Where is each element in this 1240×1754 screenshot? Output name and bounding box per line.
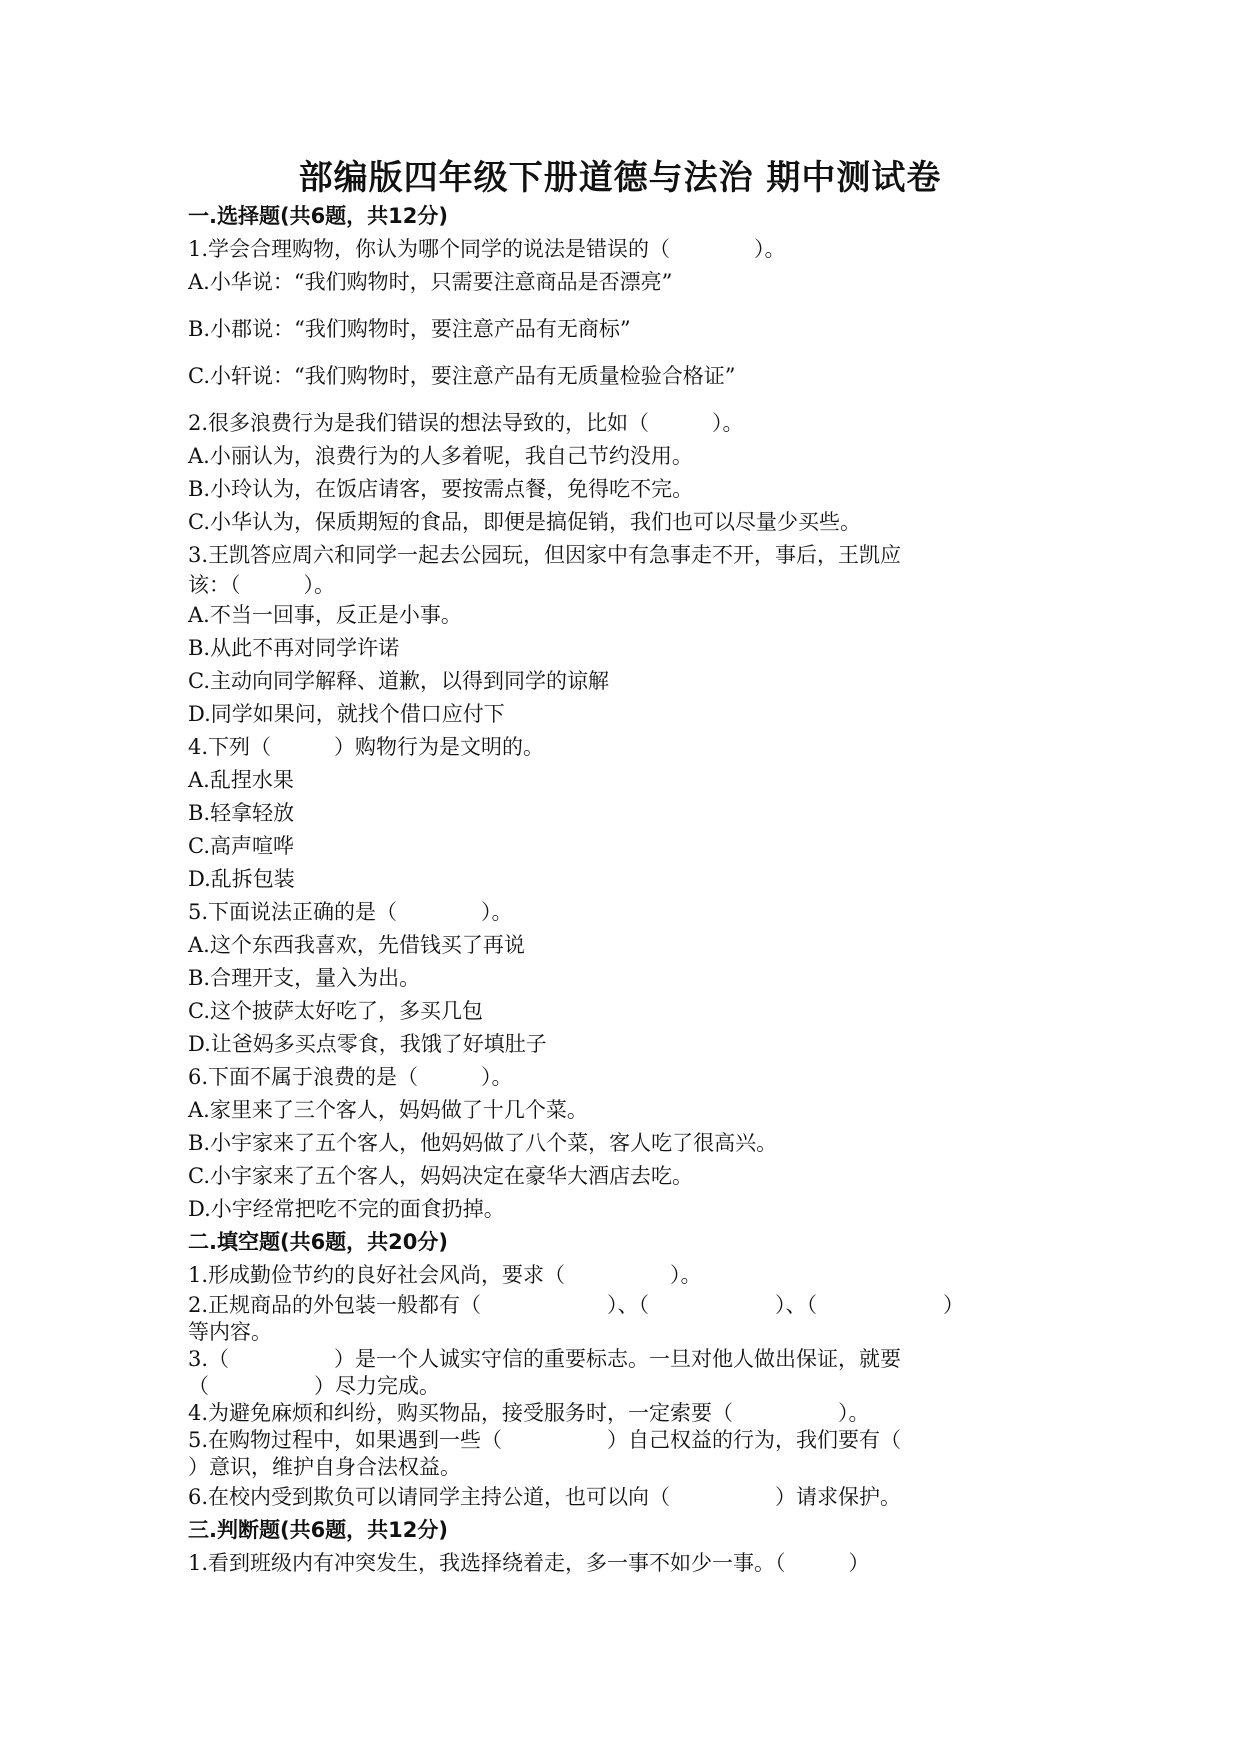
fill-question-5-line2: ）意识，维护自身合法权益。 bbox=[188, 1455, 461, 1479]
question-5-option-c: C.这个披萨太好吃了，多买几包 bbox=[188, 999, 483, 1023]
judge-question-1: 1.看到班级内有冲突发生，我选择绕着走，多一事不如少一事。（ ） bbox=[188, 1551, 870, 1575]
fill-question-3-line1: 3.（ ）是一个人诚实守信的重要标志。一旦对他人做出保证，就要 bbox=[188, 1347, 902, 1371]
fill-question-5-line1: 5.在购物过程中，如果遇到一些（ ）自己权益的行为，我们要有（ bbox=[188, 1428, 902, 1452]
fill-question-3-line2: （ ）尽力完成。 bbox=[188, 1374, 440, 1398]
question-3-stem-line1: 3.王凯答应周六和同学一起去公园玩，但因家中有急事走不开，事后，王凯应 bbox=[188, 543, 902, 567]
question-2-option-b: B.小玲认为，在饭店请客，要按需点餐，免得吃不完。 bbox=[188, 477, 694, 501]
fill-question-6: 6.在校内受到欺负可以请同学主持公道，也可以向（ ）请求保护。 bbox=[188, 1485, 902, 1509]
question-4-stem: 4.下列（ ）购物行为是文明的。 bbox=[188, 735, 545, 759]
question-2-stem: 2.很多浪费行为是我们错误的想法导致的，比如（ ）。 bbox=[188, 411, 744, 435]
question-1-option-c: C.小轩说：“我们购物时，要注意产品有无质量检验合格证” bbox=[188, 364, 736, 388]
section-heading-choice: 一.选择题(共6题，共12分) bbox=[188, 204, 449, 228]
fill-question-1: 1.形成勤俭节约的良好社会风尚，要求（ ）。 bbox=[188, 1263, 702, 1287]
exam-content bbox=[188, 200, 1058, 1580]
section-heading-judge: 三.判断题(共6题，共12分) bbox=[188, 1518, 449, 1542]
question-6-stem: 6.下面不属于浪费的是（ ）。 bbox=[188, 1065, 513, 1089]
question-6-option-b: B.小宇家来了五个客人，他妈妈做了八个菜，客人吃了很高兴。 bbox=[188, 1131, 778, 1155]
question-2-option-a: A.小丽认为，浪费行为的人多着呢，我自己节约没用。 bbox=[188, 444, 693, 468]
question-5-stem: 5.下面说法正确的是（ ）。 bbox=[188, 900, 513, 924]
question-1-stem: 1.学会合理购物，你认为哪个同学的说法是错误的（ ）。 bbox=[188, 237, 786, 261]
fill-question-2-line2: 等内容。 bbox=[188, 1320, 272, 1344]
question-4-option-b: B.轻拿轻放 bbox=[188, 801, 295, 825]
question-6-option-a: A.家里来了三个客人，妈妈做了十几个菜。 bbox=[188, 1098, 588, 1122]
question-3-option-a: A.不当一回事，反正是小事。 bbox=[188, 603, 462, 627]
question-3-stem-line2: 该：（ ）。 bbox=[188, 573, 335, 597]
question-3-option-c: C.主动向同学解释、道歉，以得到同学的谅解 bbox=[188, 669, 609, 693]
question-4-option-a: A.乱捏水果 bbox=[188, 768, 294, 792]
question-5-option-d: D.让爸妈多买点零食，我饿了好填肚子 bbox=[188, 1032, 547, 1056]
section-heading-fill: 二.填空题(共6题，共20分) bbox=[188, 1230, 449, 1254]
question-3-option-d: D.同学如果问，就找个借口应付下 bbox=[188, 702, 505, 726]
question-1-option-a: A.小华说：“我们购物时，只需要注意商品是否漂亮” bbox=[188, 270, 673, 294]
question-6-option-c: C.小宇家来了五个客人，妈妈决定在豪华大酒店去吃。 bbox=[188, 1164, 693, 1188]
question-5-option-b: B.合理开支，量入为出。 bbox=[188, 966, 421, 990]
question-6-option-d: D.小宇经常把吃不完的面食扔掉。 bbox=[188, 1197, 505, 1221]
question-2-option-c: C.小华认为，保质期短的食品，即便是搞促销，我们也可以尽量少买些。 bbox=[188, 510, 861, 534]
fill-question-2-line1: 2.正规商品的外包装一般都有（ ）、（ ）、（ ） bbox=[188, 1293, 965, 1317]
question-1-option-b: B.小郡说：“我们购物时，要注意产品有无商标” bbox=[188, 317, 631, 341]
exam-title: 部编版四年级下册道德与法治 期中测试卷 bbox=[298, 158, 942, 198]
question-3-option-b: B.从此不再对同学许诺 bbox=[188, 636, 400, 660]
question-4-option-c: C.高声喧哗 bbox=[188, 834, 294, 858]
fill-question-4: 4.为避免麻烦和纠纷，购买物品，接受服务时，一定索要（ ）。 bbox=[188, 1401, 870, 1425]
question-5-option-a: A.这个东西我喜欢，先借钱买了再说 bbox=[188, 933, 525, 957]
question-4-option-d: D.乱拆包装 bbox=[188, 867, 295, 891]
